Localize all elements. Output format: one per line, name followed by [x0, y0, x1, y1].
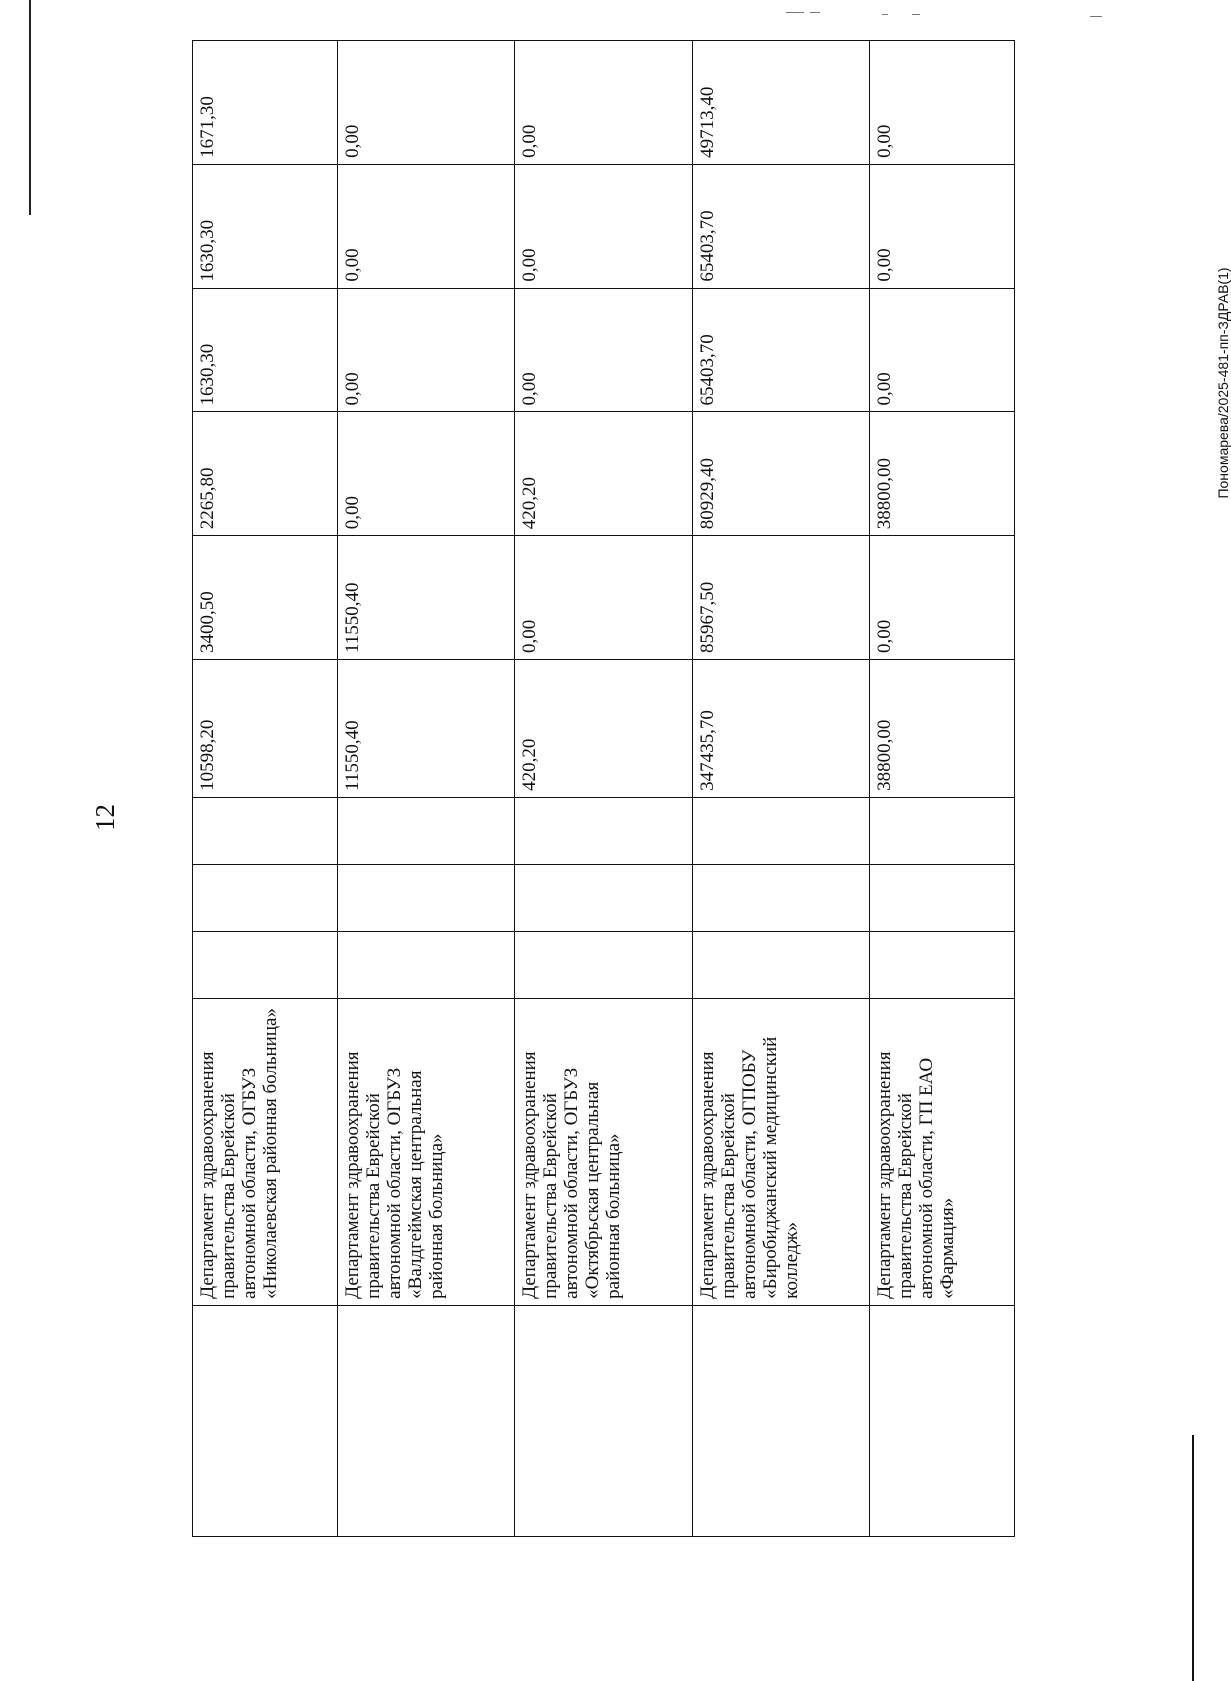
empty-cell — [515, 932, 692, 999]
recipient-cell — [515, 999, 692, 1306]
empty-cell — [870, 932, 1015, 999]
empty-cell — [870, 797, 1015, 864]
year3-cell: 0,00 — [870, 288, 1015, 412]
recipient-cell — [870, 999, 1015, 1306]
table-row — [515, 41, 692, 1537]
empty-cell — [870, 865, 1015, 932]
scan-mark — [810, 12, 820, 13]
scan-mark — [912, 14, 920, 15]
recipient-name: Департамент здравоохранения правительства Еврейской автономной области, ОГБУЗ «Октябрьская центральная районная больница» — [519, 1051, 625, 1299]
empty-cell — [870, 1305, 1015, 1536]
scan-mark — [882, 14, 888, 15]
year5-cell: 0,00 — [337, 41, 514, 165]
recipient-name: Департамент здравоохранения правительства Еврейской автономной области, ОГБУЗ «Валдгеймская центральная районная больница» — [341, 1051, 447, 1299]
total-cell: 347435,70 — [692, 660, 869, 798]
empty-cell — [337, 865, 514, 932]
empty-cell — [515, 865, 692, 932]
year2-cell: 2265,80 — [193, 412, 338, 536]
empty-cell — [692, 1305, 869, 1536]
empty-cell — [337, 797, 514, 864]
scan-edge-right — [1192, 1435, 1194, 1681]
scan-mark — [1090, 16, 1102, 17]
recipient-name: Департамент здравоохранения правительства Еврейской автономной области, ОГПОБУ «Биробиджанский медицинский колледж» — [696, 1036, 802, 1299]
empty-cell — [515, 1305, 692, 1536]
year4-cell: 0,00 — [870, 164, 1015, 288]
year1-cell: 3400,50 — [193, 536, 338, 660]
recipient-name: Департамент здравоохранения правительства Еврейской автономной области, ГП ЕАО «Фармация» — [874, 1051, 959, 1299]
year1-cell: 0,00 — [870, 536, 1015, 660]
year3-cell: 0,00 — [515, 288, 692, 412]
empty-cell — [193, 797, 338, 864]
total-cell: 38800,00 — [870, 660, 1015, 798]
year2-cell: 0,00 — [337, 412, 514, 536]
empty-cell — [692, 865, 869, 932]
recipient-cell — [337, 999, 514, 1306]
year5-cell: 0,00 — [515, 41, 692, 165]
empty-cell — [337, 1305, 514, 1536]
year2-cell: 420,20 — [515, 412, 692, 536]
scan-edge-left — [29, 0, 31, 215]
table-row — [193, 41, 338, 1537]
budget-table — [192, 40, 1015, 1537]
year2-cell: 38800,00 — [870, 412, 1015, 536]
table-container — [192, 40, 1015, 1537]
year4-cell: 65403,70 — [692, 164, 869, 288]
year4-cell: 0,00 — [515, 164, 692, 288]
page-number: 12 — [90, 804, 120, 831]
recipient-cell — [692, 999, 869, 1306]
year5-cell: 1671,30 — [193, 41, 338, 165]
total-cell: 10598,20 — [193, 660, 338, 798]
scan-mark — [786, 12, 804, 13]
empty-cell — [193, 1305, 338, 1536]
year3-cell: 0,00 — [337, 288, 514, 412]
table-row — [692, 41, 869, 1537]
total-cell: 420,20 — [515, 660, 692, 798]
year5-cell: 49713,40 — [692, 41, 869, 165]
table-row — [870, 41, 1015, 1537]
recipient-name: Департамент здравоохранения правительства Еврейской автономной области, ОГБУЗ «Николаевская районная больница» — [197, 1008, 281, 1299]
year2-cell: 80929,40 — [692, 412, 869, 536]
total-cell: 11550,40 — [337, 660, 514, 798]
year3-cell: 65403,70 — [692, 288, 869, 412]
empty-cell — [193, 932, 338, 999]
year4-cell: 0,00 — [337, 164, 514, 288]
empty-cell — [692, 797, 869, 864]
year5-cell: 0,00 — [870, 41, 1015, 165]
year1-cell: 11550,40 — [337, 536, 514, 660]
document-code: Пономарева/2025-481-пп-ЗДРАВ(1) — [1215, 267, 1231, 499]
table-row — [337, 41, 514, 1537]
empty-cell — [337, 932, 514, 999]
year1-cell: 0,00 — [515, 536, 692, 660]
empty-cell — [193, 865, 338, 932]
year4-cell: 1630,30 — [193, 164, 338, 288]
year1-cell: 85967,50 — [692, 536, 869, 660]
empty-cell — [692, 932, 869, 999]
empty-cell — [515, 797, 692, 864]
recipient-cell — [193, 999, 338, 1306]
year3-cell: 1630,30 — [193, 288, 338, 412]
